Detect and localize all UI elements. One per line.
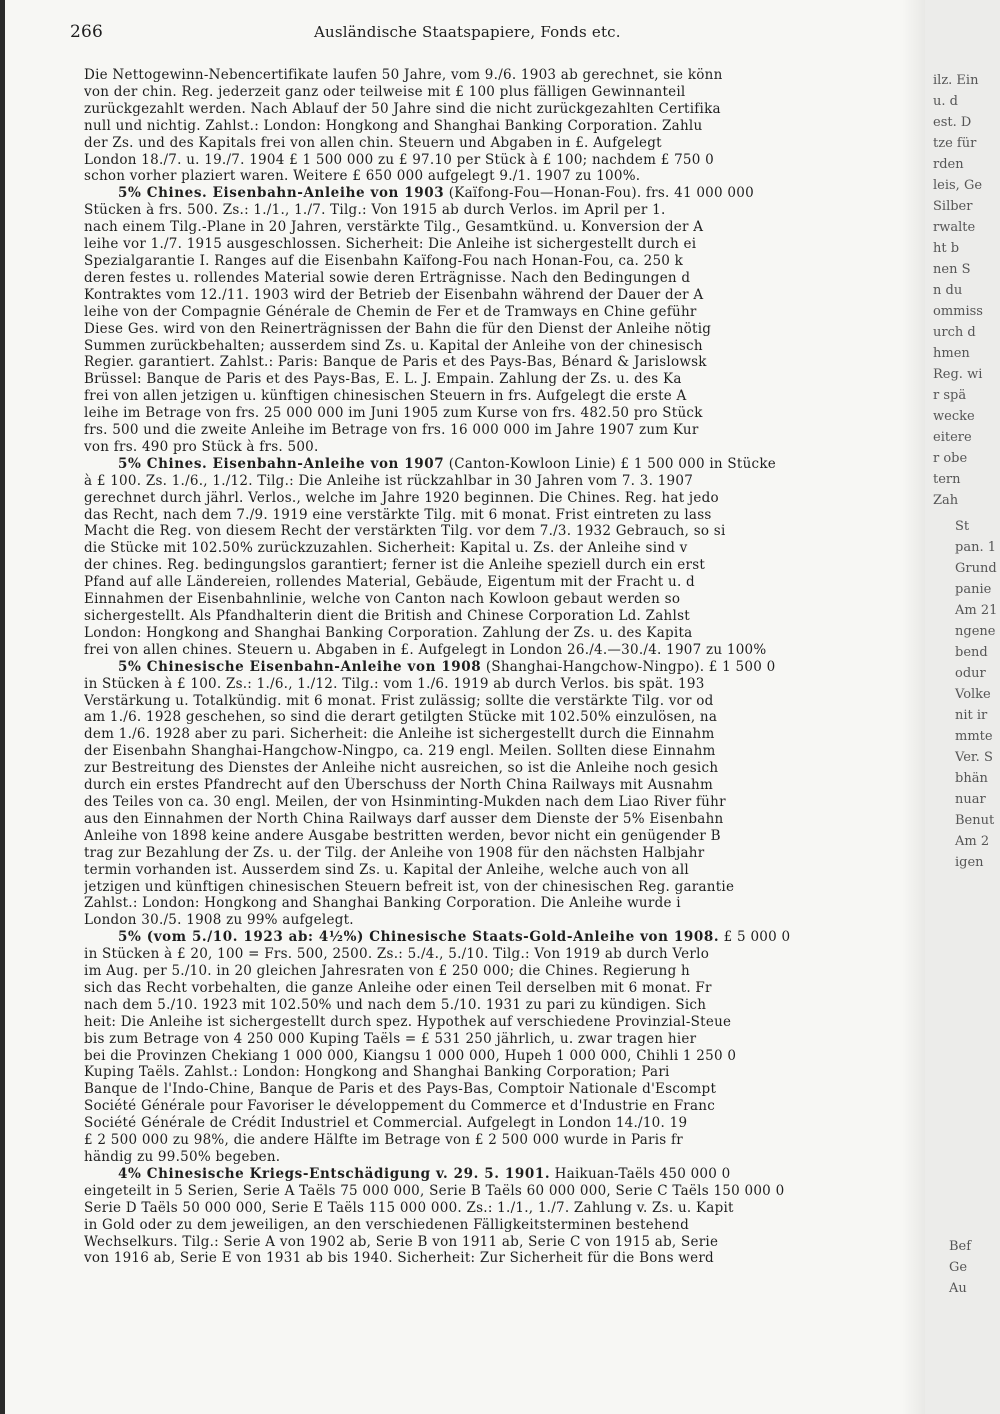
text-line [84, 1149, 902, 1166]
text-line [84, 1098, 902, 1115]
adjacent-page-strip [925, 0, 1000, 1414]
line-text: der chines. Reg. bedingungslos garantiert; ferner ist die Anleihe speziell durch ein erst [84, 557, 706, 574]
adjacent-text-block [955, 516, 997, 873]
line-text: jetzigen und künftigen chinesischen Steuern befreit ist, von der chinesischen Reg. garantie [84, 878, 735, 895]
adjacent-text-fragment: St [955, 519, 970, 534]
line-text: sichergestellt. Als Pfandhalterin dient die British and Chinese Corporation Ld. Zahlst [84, 608, 690, 624]
line-text: heit: Die Anleihe ist sichergestellt durch spez. Hypothek auf verschiedene Provinzial-Steue [84, 1013, 732, 1030]
text-line [84, 507, 902, 524]
line-text: von 1916 ab, Serie E von 1931 ab bis 1940. Sicherheit: Zur Sicherheit für die Bons werd [84, 1250, 714, 1267]
line-text: die Stücke mit 102.50% zurückzuzahlen. Sicherheit: Kapital u. Zs. der Anleihe sind v [84, 540, 688, 557]
text-line [84, 693, 902, 710]
text-line [84, 997, 902, 1014]
paragraph [84, 185, 902, 456]
adjacent-text-fragment: Au [949, 1281, 967, 1296]
line-text: am 1./6. 1928 geschehen, so sind die derart getilgten Stücke mit 102.50% einzulösen, na [84, 709, 718, 726]
text-line [84, 946, 902, 963]
adjacent-text-fragment: tern [933, 472, 961, 487]
text-line [84, 811, 902, 828]
adjacent-text-block [949, 1236, 971, 1299]
text-line [84, 354, 902, 371]
text-line [84, 168, 902, 185]
line-text: (Shanghai-Hangchow-Ningpo). £ 1 500 0 [481, 658, 776, 675]
line-text: Anleihe von 1898 keine andere Ausgabe bestritten werden, bevor nicht ein genügender B [84, 827, 721, 844]
line-text: frei von allen jetzigen u. künftigen chinesischen Steuern in frs. Aufgelegt die erste A [84, 388, 687, 405]
section-heading: 5% Chinesische Eisenbahn-Anleihe von 1908 [118, 658, 482, 675]
line-text: Stücken à frs. 500. Zs.: 1./1., 1./7. Tilg.: Von 1915 ab durch Verlos. im April per 1. [84, 202, 666, 219]
text-line [84, 1250, 902, 1267]
line-text: gerechnet durch jährl. Verlos., welche im Jahre 1920 beginnen. Die Chines. Reg. hat jedo [84, 489, 719, 506]
text-line [84, 338, 902, 355]
line-text: £ 5 000 0 [719, 929, 791, 946]
adjacent-text-fragment: Benut [955, 813, 995, 828]
text-line [84, 1031, 902, 1048]
line-text: sich das Recht vorbehalten, die ganze Anleihe oder einen Teil derselben mit 6 monat. Fr [84, 979, 712, 996]
line-text: leihe von der Compagnie Générale de Chemin de Fer et de Tramways en Chine geführ [84, 303, 697, 320]
adjacent-text-fragment: pan. 1 [955, 540, 996, 555]
text-line [84, 287, 902, 304]
adjacent-text-fragment: nen S [933, 262, 971, 277]
adjacent-text-fragment: Volke [955, 687, 991, 702]
text-line [84, 1048, 902, 1065]
text-line [84, 1217, 902, 1234]
text-line [84, 557, 902, 574]
adjacent-text-fragment: u. d [933, 94, 958, 109]
line-text: Kontraktes vom 12./11. 1903 wird der Betrieb der Eisenbahn während der Dauer der A [84, 286, 704, 303]
adjacent-text-fragment: ngene [955, 624, 996, 639]
line-text: Summen zurückbehalten; ausserdem sind Zs. u. Kapital der Anleihe von der chinesisch [84, 337, 703, 354]
line-text: leihe im Betrage von frs. 25 000 000 im Juni 1905 zum Kurse von frs. 482.50 pro Stück [84, 405, 703, 422]
line-text: leihe vor 1./7. 1915 ausgeschlossen. Sicherheit: Die Anleihe ist sichergestellt durch ei [84, 236, 697, 253]
line-text: Wechselkurs. Tilg.: Serie A von 1902 ab, Serie B von 1911 ab, Serie C von 1915 ab, Serie [84, 1233, 719, 1250]
line-text: zur Bestreitung des Dienstes der Anleihe nicht ausreichen, so ist die Anleihe noch gesich [84, 760, 719, 777]
adjacent-text-fragment: bend [955, 645, 988, 660]
line-text: des Teiles von ca. 30 engl. Meilen, der von Hsinminting-Mukden nach dem Liao River führ [84, 793, 726, 810]
line-text: Spezialgarantie I. Ranges auf die Eisenbahn Kaïfong-Fou nach Honan-Fou, ca. 250 k [84, 252, 684, 269]
text-line [84, 185, 902, 202]
text-line [84, 845, 902, 862]
text-line [84, 490, 902, 507]
line-text: trag zur Bezahlung der Zs. u. der Tilg. der Anleihe von 1908 für den nächsten Halbjahr [84, 844, 705, 861]
text-line [84, 135, 902, 152]
text-line [84, 862, 902, 879]
line-text: aus den Einnahmen der North China Railways darf ausser dem Dienste der 5% Eisenbahn [84, 810, 724, 827]
section-heading: 5% Chines. Eisenbahn-Anleihe von 1903 [118, 185, 445, 202]
text-line [84, 1014, 902, 1031]
line-text: Brüssel: Banque de Paris et des Pays-Bas, E. L. J. Empain. Zahlung der Zs. u. des Ka [84, 371, 682, 388]
adjacent-text-fragment: hmen [933, 346, 970, 361]
body-text [84, 67, 902, 1267]
text-line [84, 1081, 902, 1098]
line-text: in Stücken à £ 100. Zs.: 1./6., 1./12. Tilg.: vom 1./6. 1919 ab durch Verlos. bis spät. 193 [84, 675, 705, 692]
line-text: Regier. garantiert. Zahlst.: Paris: Banque de Paris et des Pays-Bas, Bénard & Jarislowsk [84, 354, 707, 371]
line-text: von frs. 490 pro Stück à frs. 500. [84, 438, 319, 455]
line-text: £ 2 500 000 zu 98%, die andere Hälfte im Betrage von £ 2 500 000 wurde in Paris fr [84, 1132, 683, 1149]
text-line [84, 152, 902, 169]
text-line [84, 1166, 902, 1183]
line-text: schon vorher plaziert waren. Weitere £ 650 000 aufgelegt 9./1. 1907 zu 100%. [84, 168, 641, 185]
line-text: das Recht, nach dem 7./9. 1919 eine verstärkte Tilg. mit 6 monat. Frist eintreten zu lass [84, 506, 712, 523]
paragraph [84, 929, 902, 1166]
adjacent-text-fragment: r obe [933, 451, 968, 466]
line-text: Die Nettogewinn-Nebencertifikate laufen 50 Jahre, vom 9./6. 1903 ab gerechnet, sie könn [84, 67, 723, 83]
adjacent-text-fragment: igen [955, 855, 984, 870]
text-line [84, 625, 902, 642]
adjacent-text-fragment: nuar [955, 792, 986, 807]
line-text: händig zu 99.50% begeben. [84, 1149, 281, 1165]
text-line [84, 676, 902, 693]
adjacent-text-fragment: ommiss [933, 304, 983, 319]
text-line [84, 439, 902, 456]
text-line [84, 912, 902, 929]
adjacent-text-fragment: tze für [933, 136, 977, 151]
text-line [84, 963, 902, 980]
line-text: frei von allen chines. Steuern u. Abgaben in £. Aufgelegt in London 26./4.—30./4. 1907 zu 100% [84, 641, 767, 658]
line-text: London 18./7. u. 19./7. 1904 £ 1 500 000 zu £ 97.10 per Stück à £ 100; nachdem £ 750 0 [84, 151, 714, 168]
text-line [84, 980, 902, 997]
line-text: Société Générale pour Favoriser le développement du Commerce et d'Industrie en Franc [84, 1098, 716, 1115]
text-line [84, 726, 902, 743]
text-line [84, 304, 902, 321]
text-line [84, 1200, 902, 1217]
paragraph [84, 67, 902, 185]
adjacent-text-fragment: Am 21 [955, 603, 998, 618]
adjacent-text-fragment: panie [955, 582, 992, 597]
adjacent-text-fragment: Reg. wi [933, 367, 983, 382]
line-text: London 30./5. 1908 zu 99% aufgelegt. [84, 912, 354, 929]
line-text: Einnahmen der Eisenbahnlinie, welche von Canton nach Kowloon gebaut werden so [84, 591, 681, 608]
adjacent-text-block [933, 70, 983, 511]
text-line [84, 101, 902, 118]
text-line [84, 794, 902, 811]
adjacent-text-fragment: bhän [955, 771, 988, 786]
text-line [84, 574, 902, 591]
line-text: London: Hongkong and Shanghai Banking Corporation. Zahlung der Zs. u. des Kapita [84, 624, 693, 641]
section-heading: 4% Chinesische Kriegs-Entschädigung v. 29. 5. 1901. [118, 1165, 551, 1182]
line-text: bis zum Betrage von 4 250 000 Kuping Taëls = £ 531 250 jährlich, u. zwar tragen hier [84, 1030, 697, 1047]
text-line [84, 1132, 902, 1149]
paragraph [84, 659, 902, 930]
line-text: im Aug. per 5./10. in 20 gleichen Jahresraten von £ 250 000; die Chines. Regierung h [84, 963, 690, 980]
adjacent-text-fragment: ilz. Ein [933, 73, 979, 88]
line-text: Pfand auf alle Ländereien, rollendes Material, Gebäude, Eigentum mit der Fracht u. d [84, 574, 695, 591]
text-line [84, 456, 902, 473]
text-line [84, 219, 902, 236]
text-line [84, 388, 902, 405]
text-line [84, 253, 902, 270]
paragraph [84, 1166, 902, 1267]
line-text: termin vorhanden ist. Ausserdem sind Zs. u. Kapital der Anleihe, welche auch von all [84, 861, 689, 878]
adjacent-text-fragment: ht b [933, 241, 960, 256]
text-line [84, 270, 902, 287]
text-line [84, 642, 902, 659]
section-heading: 5% (vom 5./10. 1923 ab: 4½%) Chinesische Staats-Gold-Anleihe von 1908. [118, 929, 720, 946]
line-text: der Zs. und des Kapitals frei von allen chin. Steuern und Abgaben in £. Aufgelegt [84, 134, 662, 151]
text-line [84, 608, 902, 625]
text-line [84, 422, 902, 439]
page-fold-edge [0, 0, 5, 1414]
text-line [84, 473, 902, 490]
line-text: (Canton-Kowloon Linie) £ 1 500 000 in Stücke [444, 455, 777, 472]
adjacent-text-fragment: urch d [933, 325, 976, 340]
adjacent-text-fragment: r spä [933, 388, 967, 403]
line-text: in Gold oder zu dem jeweiligen, an den verschiedenen Fälligkeitsterminen bestehend [84, 1216, 689, 1233]
line-text: eingeteilt in 5 Serien, Serie A Taëls 75 000 000, Serie B Taëls 60 000 000, Serie C Taëls 150 000 0 [84, 1182, 785, 1199]
text-line [84, 1234, 902, 1251]
text-line [84, 743, 902, 760]
line-text: Diese Ges. wird von den Reinerträgnissen der Bahn die für den Dienst der Anleihe nötig [84, 320, 712, 337]
line-text: Verstärkung u. Totalkündig. mit 6 monat. Frist zulässig; sollte die verstärkte Tilg. vor od [84, 692, 714, 709]
adjacent-text-fragment: Bef [949, 1239, 972, 1254]
text-line [84, 1064, 902, 1081]
text-line [84, 202, 902, 219]
line-text: Serie D Taëls 50 000 000, Serie E Taëls 115 000 000. Zs.: 1./1., 1./7. Zahlung v. Zs. u. Kapit [84, 1199, 734, 1216]
section-heading: 5% Chines. Eisenbahn-Anleihe von 1907 [118, 455, 445, 472]
text-line [84, 540, 902, 557]
adjacent-text-fragment: Ver. S [955, 750, 993, 765]
text-line [84, 523, 902, 540]
adjacent-text-fragment: Ge [949, 1260, 968, 1275]
text-line [84, 1115, 902, 1132]
line-text: (Kaïfong-Fou—Honan-Fou). frs. 41 000 000 [444, 185, 754, 202]
text-line [84, 1183, 902, 1200]
adjacent-text-fragment: Grund [955, 561, 997, 576]
text-line [84, 118, 902, 135]
adjacent-text-fragment: mmte [955, 729, 993, 744]
adjacent-text-fragment: odur [955, 666, 986, 681]
text-line [84, 236, 902, 253]
adjacent-text-fragment: wecke [933, 409, 975, 424]
text-line [84, 67, 902, 84]
adjacent-text-fragment: eitere [933, 430, 972, 445]
page-header [70, 22, 910, 44]
text-line [84, 709, 902, 726]
adjacent-text-fragment: nit ir [955, 708, 988, 723]
text-line [84, 371, 902, 388]
text-line [84, 659, 902, 676]
adjacent-text-fragment: leis, Ge [933, 178, 983, 193]
text-line [84, 405, 902, 422]
adjacent-text-fragment: est. D [933, 115, 972, 130]
line-text: der Eisenbahn Shanghai-Hangchow-Ningpo, ca. 219 engl. Meilen. Sollten diese Einnahm [84, 743, 716, 760]
line-text: frs. 500 und die zweite Anleihe im Betrage von frs. 16 000 000 im Jahre 1907 zum Kur [84, 422, 699, 439]
line-text: à £ 100. Zs. 1./6., 1./12. Tilg.: Die Anleihe ist rückzahlbar in 30 Jahren vom 7. 3. 1907 [84, 472, 694, 489]
adjacent-text-fragment: rwalte [933, 220, 976, 235]
text-line [84, 929, 902, 946]
line-text: Macht die Reg. von diesem Recht der verstärkten Tilg. vor dem 7./3. 1932 Gebrauch, so si [84, 523, 726, 540]
line-text: nach dem 5./10. 1923 mit 102.50% und nach dem 5./10. 1931 zu pari zu kündigen. Sich [84, 996, 707, 1013]
running-title: Ausländische Staatspapiere, Fonds etc. [314, 23, 621, 41]
paragraph [84, 456, 902, 659]
text-line [84, 321, 902, 338]
line-text: zurückgezahlt werden. Nach Ablauf der 50 Jahre sind die nicht zurückgezahlten Certifika [84, 100, 721, 117]
adjacent-text-fragment: Zah [933, 493, 959, 508]
line-text: von der chin. Reg. jederzeit ganz oder teilweise mit £ 100 plus fälligen Gewinnanteil [84, 83, 686, 100]
adjacent-text-fragment: rden [933, 157, 964, 172]
line-text: deren festes u. rollendes Material sowie deren Erträgnisse. Nach den Bedingungen d [84, 269, 691, 286]
text-line [84, 828, 902, 845]
text-line [84, 777, 902, 794]
line-text: Kuping Taëls. Zahlst.: London: Hongkong and Shanghai Banking Corporation; Pari [84, 1064, 670, 1081]
line-text: in Stücken à £ 20, 100 = Frs. 500, 2500. Zs.: 5./4., 5./10. Tilg.: Von 1919 ab durch Verlo [84, 946, 710, 963]
line-text: Banque de l'Indo-Chine, Banque de Paris et des Pays-Bas, Comptoir Nationale d'Escompt [84, 1081, 717, 1098]
line-text: dem 1./6. 1928 aber zu pari. Sicherheit: die Anleihe ist sichergestellt durch die Einnahm [84, 726, 715, 743]
text-line [84, 879, 902, 896]
line-text: durch ein erstes Pfandrecht auf den Überschuss der North China Railways mit Ausnahm [84, 777, 714, 794]
line-text: bei die Provinzen Chekiang 1 000 000, Kiangsu 1 000 000, Hupeh 1 000 000, Chihli 1 250 0 [84, 1047, 737, 1064]
text-line [84, 84, 902, 101]
adjacent-text-fragment: n du [933, 283, 963, 298]
line-text: Société Générale de Crédit Industriel et Commercial. Aufgelegt in London 14./10. 19 [84, 1115, 688, 1132]
adjacent-text-fragment: Am 2 [955, 834, 990, 849]
page-number: 266 [70, 22, 104, 42]
text-line [84, 591, 902, 608]
line-text: nach einem Tilg.-Plane in 20 Jahren, verstärkte Tilg., Gesamtkünd. u. Konversion der A [84, 219, 704, 236]
line-text: Zahlst.: London: Hongkong and Shanghai Banking Corporation. Die Anleihe wurde i [84, 895, 681, 912]
line-text: Haikuan-Taëls 450 000 0 [550, 1165, 731, 1182]
adjacent-text-fragment: Silber [933, 199, 973, 214]
text-line [84, 895, 902, 912]
page-shadow [902, 0, 925, 1414]
text-line [84, 760, 902, 777]
line-text: null und nichtig. Zahlst.: London: Hongkong and Shanghai Banking Corporation. Zahlu [84, 117, 703, 134]
